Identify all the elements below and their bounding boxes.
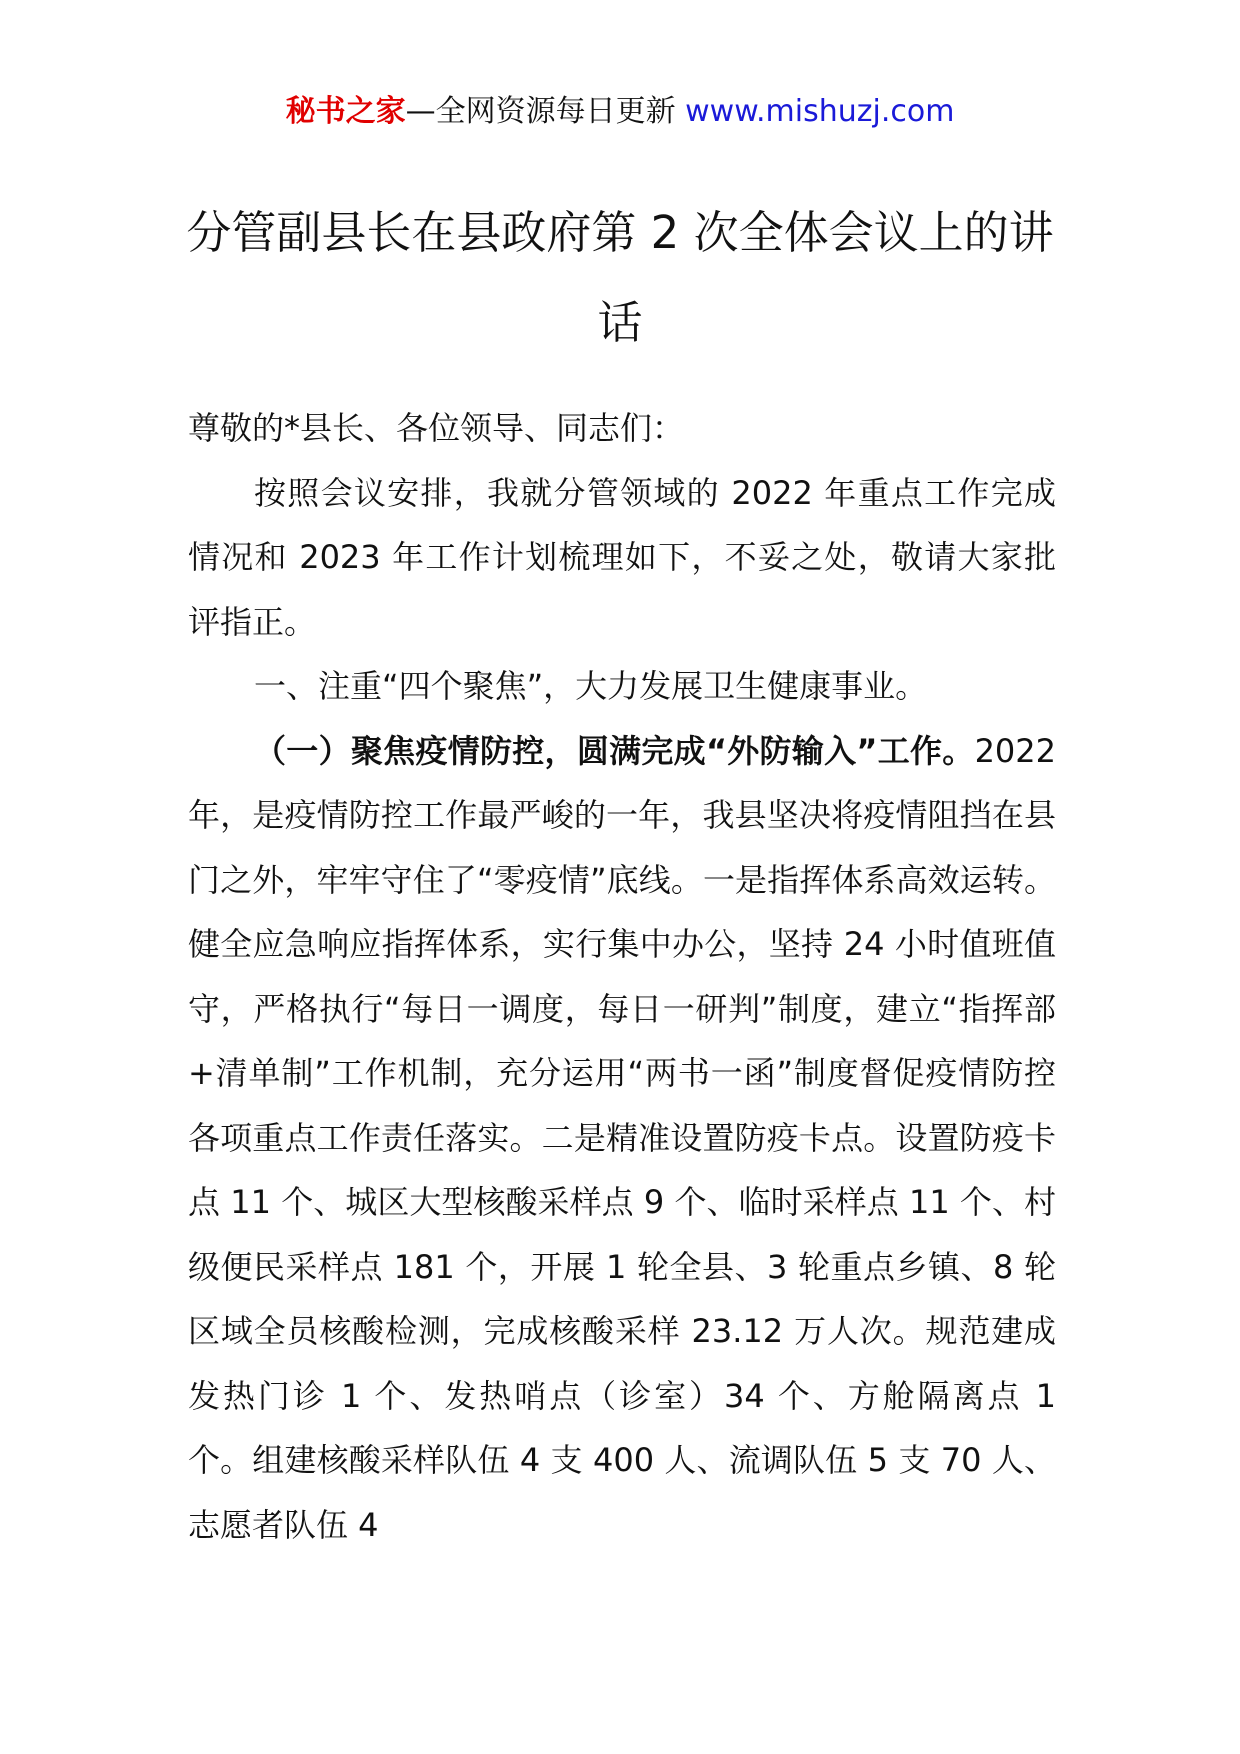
salutation: 尊敬的*县长、各位领导、同志们： <box>188 409 685 447</box>
document-title: 分管副县长在县政府第 2 次全体会议上的讲话 <box>186 206 1054 349</box>
subsection-body: 2022 年，是疫情防控工作最严峻的一年，我县坚决将疫情阻挡在县门之外，牢牢守住了“零疫情”底线。一是指挥体系高效运转。健全应急响应指挥体系，实行集中办公，坚持 24 小时值班值守，严格执行“每日一调度，每日一研判”制度，建立“指挥部+清单制”工作机制，充分运用“两书一函”制度督促疫情防控各项重点工作责任落实。二是精准设置防疫卡点。设置防疫卡点 11 个、城区大型核酸采样点 9 个、临时采样点 11 个、村级便民采样点 181 个，开展 1 轮全县、3 轮重点乡镇、8 轮区域全员核酸检测，完成核酸采样 23.12 万人次。规范建成发热门诊 1 个、发热哨点（诊室）34 个、方舱隔离点 1 个。组建核酸采样队伍 4 支 400 人、流调队伍 5 支 70 人、志愿者队伍 4 <box>188 731 1056 1544</box>
document-body <box>188 396 1056 1557</box>
section-heading: 一、注重“四个聚焦”，大力发展卫生健康事业。 <box>254 667 928 705</box>
site-header <box>0 92 1240 132</box>
subsection-paragraph <box>188 719 1056 1558</box>
intro-paragraph: 按照会议安排，我就分管领域的 2022 年重点工作完成情况和 2023 年工作计划梳理如下，不妥之处，敬请大家批评指正。 <box>188 473 1056 641</box>
site-url-link[interactable]: www.mishuzj.com <box>685 94 955 129</box>
site-tagline: —全网资源每日更新 <box>405 94 686 129</box>
site-brand: 秘书之家 <box>285 94 406 129</box>
subsection-heading: （一）聚焦疫情防控，圆满完成“外防输入”工作。 <box>254 731 975 770</box>
